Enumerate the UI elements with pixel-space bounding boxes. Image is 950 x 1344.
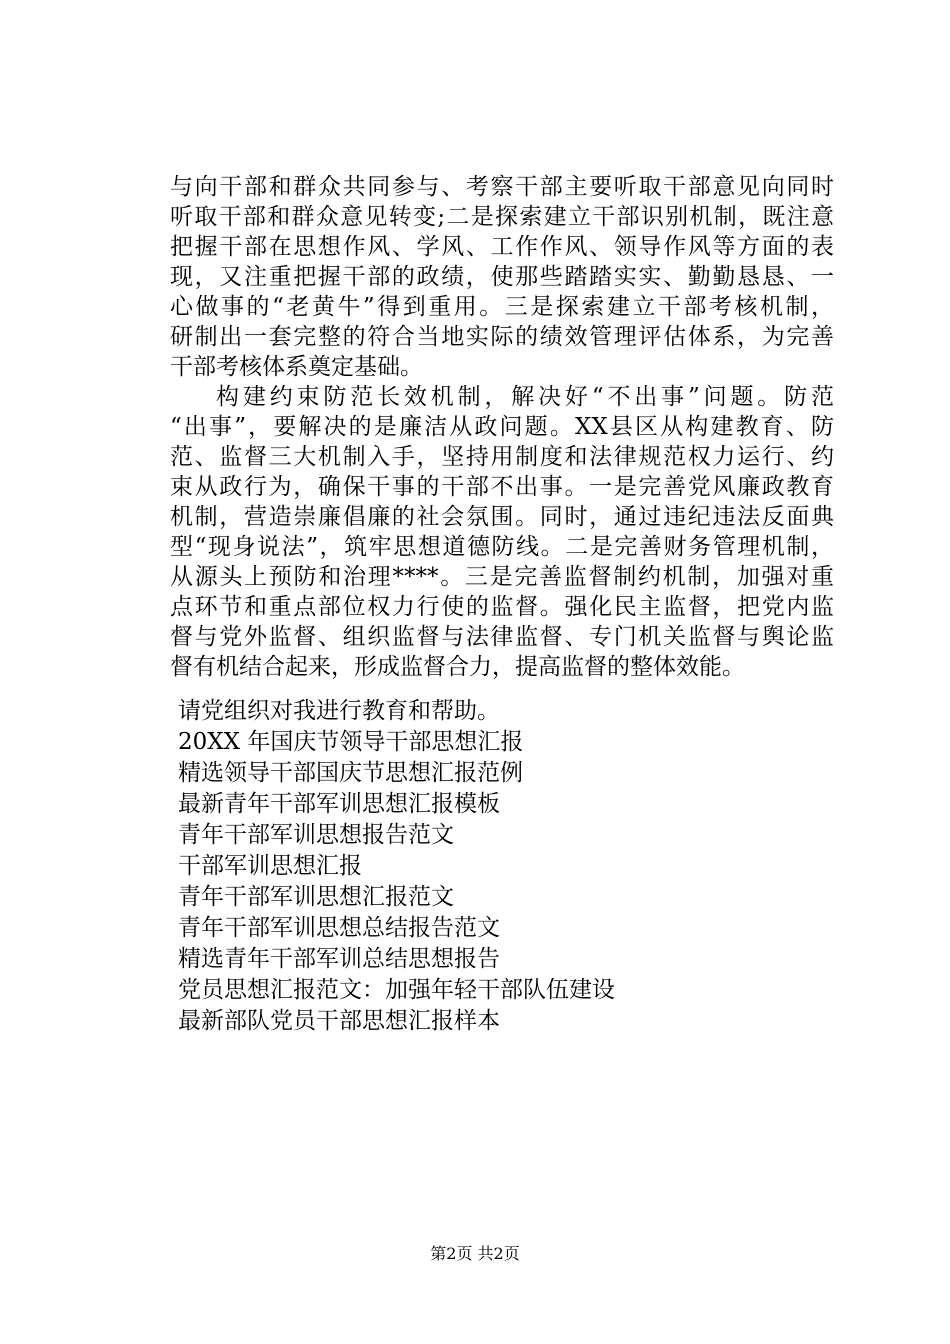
list-item: 20XX 年国庆节领导干部思想汇报	[178, 729, 524, 755]
text-line: 构建约束防范长效机制，解决好“不出事”问题。防范	[216, 384, 834, 410]
text-line: 从源头上预防和治理****。三是完善监督制约机制，加强对重	[170, 564, 834, 590]
list-item: 干部军训思想汇报	[178, 853, 362, 879]
text-line: 现，又注重把握干部的政绩，使那些踏踏实实、勤勤恳恳、一	[170, 264, 834, 290]
text-line: 范、监督三大机制入手，坚持用制度和法律规范权力运行、约	[170, 444, 834, 470]
text-line: 束从政行为，确保干事的干部不出事。一是完善党风廉政教育	[170, 474, 834, 500]
text-line: 点环节和重点部位权力行使的监督。强化民主监督，把党内监	[170, 594, 834, 620]
text-line: 研制出一套完整的符合当地实际的绩效管理评估体系，为完善	[170, 324, 834, 350]
related-articles-list	[178, 696, 615, 1037]
text-line: 与向干部和群众共同参与、考察干部主要听取干部意见向同时	[170, 174, 834, 200]
text-line: “出事”，要解决的是廉洁从政问题。XX县区从构建教育、防	[170, 414, 834, 440]
list-item: 青年干部军训思想报告范文	[178, 822, 454, 848]
text-line: 把握干部在思想作风、学风、工作作风、领导作风等方面的表	[170, 234, 834, 260]
list-item: 请党组织对我进行教育和帮助。	[178, 698, 500, 724]
text-line: 型“现身说法”，筑牢思想道德防线。二是完善财务管理机制，	[170, 534, 834, 560]
paragraph-2	[170, 382, 834, 682]
text-line: 督有机结合起来，形成监督合力，提高监督的整体效能。	[170, 654, 745, 680]
list-item: 党员思想汇报范文：加强年轻干部队伍建设	[178, 977, 615, 1003]
list-item: 最新部队党员干部思想汇报样本	[178, 1008, 500, 1034]
document-body	[170, 172, 834, 682]
page-number-footer: 第2页 共2页	[430, 1244, 520, 1263]
text-line: 督与党外监督、组织监督与法律监督、专门机关监督与舆论监	[170, 624, 834, 650]
list-item: 精选青年干部军训总结思想报告	[178, 946, 500, 972]
list-item: 青年干部军训思想总结报告范文	[178, 915, 500, 941]
text-line: 干部考核体系奠定基础。	[170, 354, 423, 380]
text-line: 心做事的“老黄牛”得到重用。三是探索建立干部考核机制，	[170, 294, 834, 320]
text-line: 听取干部和群众意见转变;二是探索建立干部识别机制，既注意	[170, 204, 834, 230]
paragraph-1	[170, 172, 834, 382]
list-item: 青年干部军训思想汇报范文	[178, 884, 454, 910]
list-item: 精选领导干部国庆节思想汇报范例	[178, 760, 523, 786]
list-item: 最新青年干部军训思想汇报模板	[178, 791, 500, 817]
text-line: 机制，营造崇廉倡廉的社会氛围。同时，通过违纪违法反面典	[170, 504, 834, 530]
